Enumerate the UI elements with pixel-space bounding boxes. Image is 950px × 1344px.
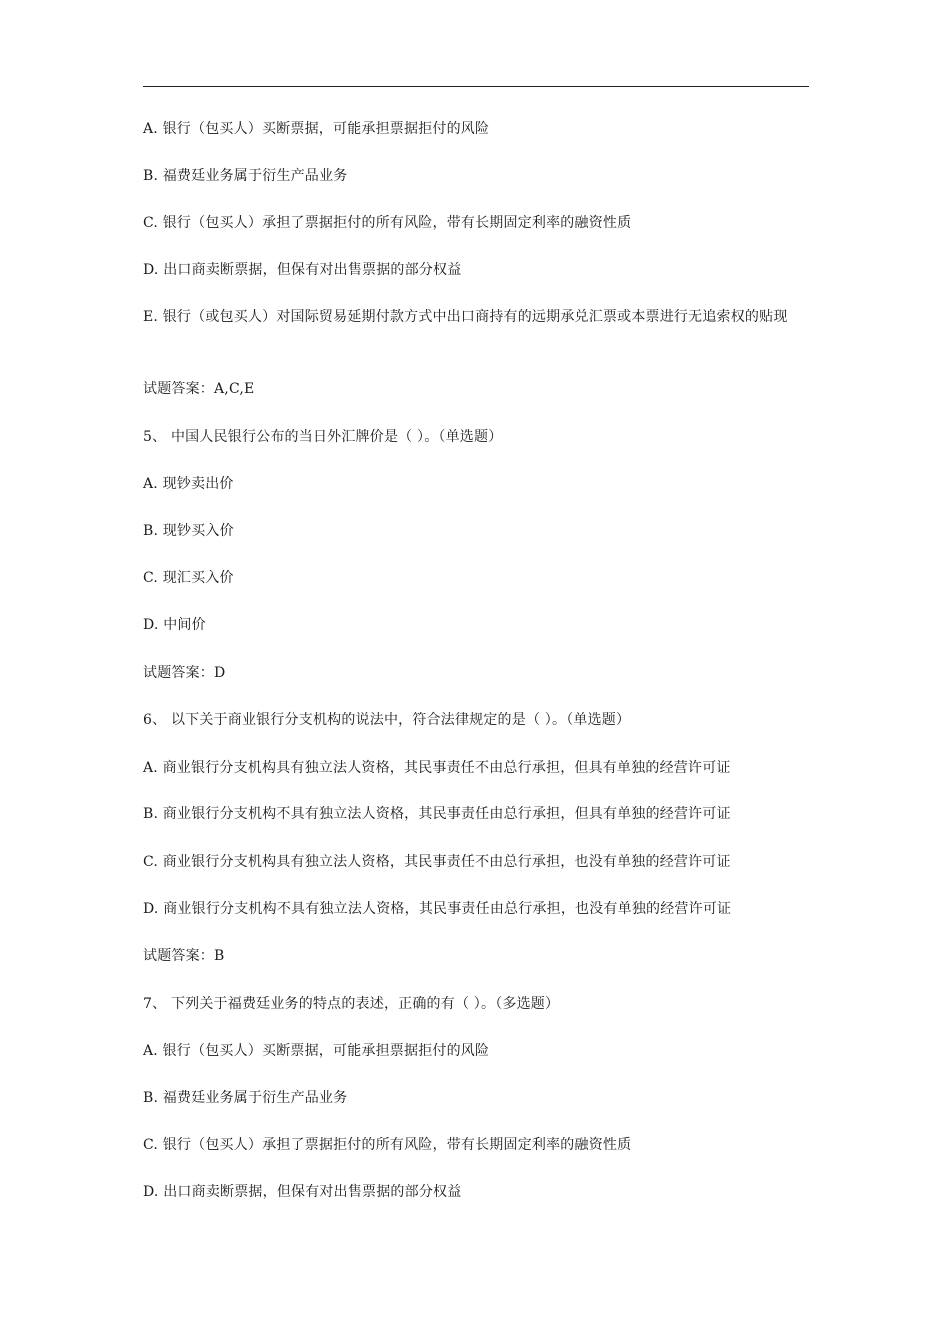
answer: 试题答案：D (143, 665, 226, 681)
option-c: C. 银行（包买人）承担了票据拒付的所有风险，带有长期固定利率的融资性质 (143, 1137, 632, 1153)
answer: 试题答案：B (143, 948, 225, 964)
option-a: A. 现钞卖出价 (143, 476, 234, 492)
question-7: 7、 下列关于福费廷业务的特点的表述，正确的有（ ）。（多选题） (143, 996, 560, 1012)
option-a: A. 银行（包买人）买断票据，可能承担票据拒付的风险 (143, 1043, 490, 1059)
option-b: B. 福费廷业务属于衍生产品业务 (143, 168, 348, 184)
option-a: A. 商业银行分支机构具有独立法人资格，其民事责任不由总行承担，但具有单独的经营许可证 (143, 760, 731, 776)
option-a: A. 银行（包买人）买断票据，可能承担票据拒付的风险 (143, 121, 490, 137)
option-d: D. 商业银行分支机构不具有独立法人资格，其民事责任由总行承担，也没有单独的经营许可证 (143, 901, 732, 917)
option-e: E. 银行（或包买人）对国际贸易延期付款方式中出口商持有的远期承兑汇票或本票进行无追索权的贴现 (143, 309, 788, 325)
option-c: C. 现汇买入价 (143, 570, 234, 586)
question-6: 6、 以下关于商业银行分支机构的说法中，符合法律规定的是（ ）。（单选题） (143, 712, 631, 728)
option-b: B. 福费廷业务属于衍生产品业务 (143, 1090, 348, 1106)
option-c: C. 银行（包买人）承担了票据拒付的所有风险，带有长期固定利率的融资性质 (143, 215, 632, 231)
option-b: B. 商业银行分支机构不具有独立法人资格，其民事责任由总行承担，但具有单独的经营许可证 (143, 806, 731, 822)
option-c: C. 商业银行分支机构具有独立法人资格，其民事责任不由总行承担，也没有单独的经营许可证 (143, 854, 731, 870)
option-d: D. 出口商卖断票据，但保有对出售票据的部分权益 (143, 262, 462, 278)
option-d: D. 出口商卖断票据，但保有对出售票据的部分权益 (143, 1184, 462, 1200)
option-d: D. 中间价 (143, 617, 206, 633)
answer: 试题答案：A,C,E (143, 381, 255, 397)
header-rule (143, 86, 809, 87)
question-5: 5、 中国人民银行公布的当日外汇牌价是（ ）。（单选题） (143, 429, 503, 445)
option-b: B. 现钞买入价 (143, 523, 234, 539)
